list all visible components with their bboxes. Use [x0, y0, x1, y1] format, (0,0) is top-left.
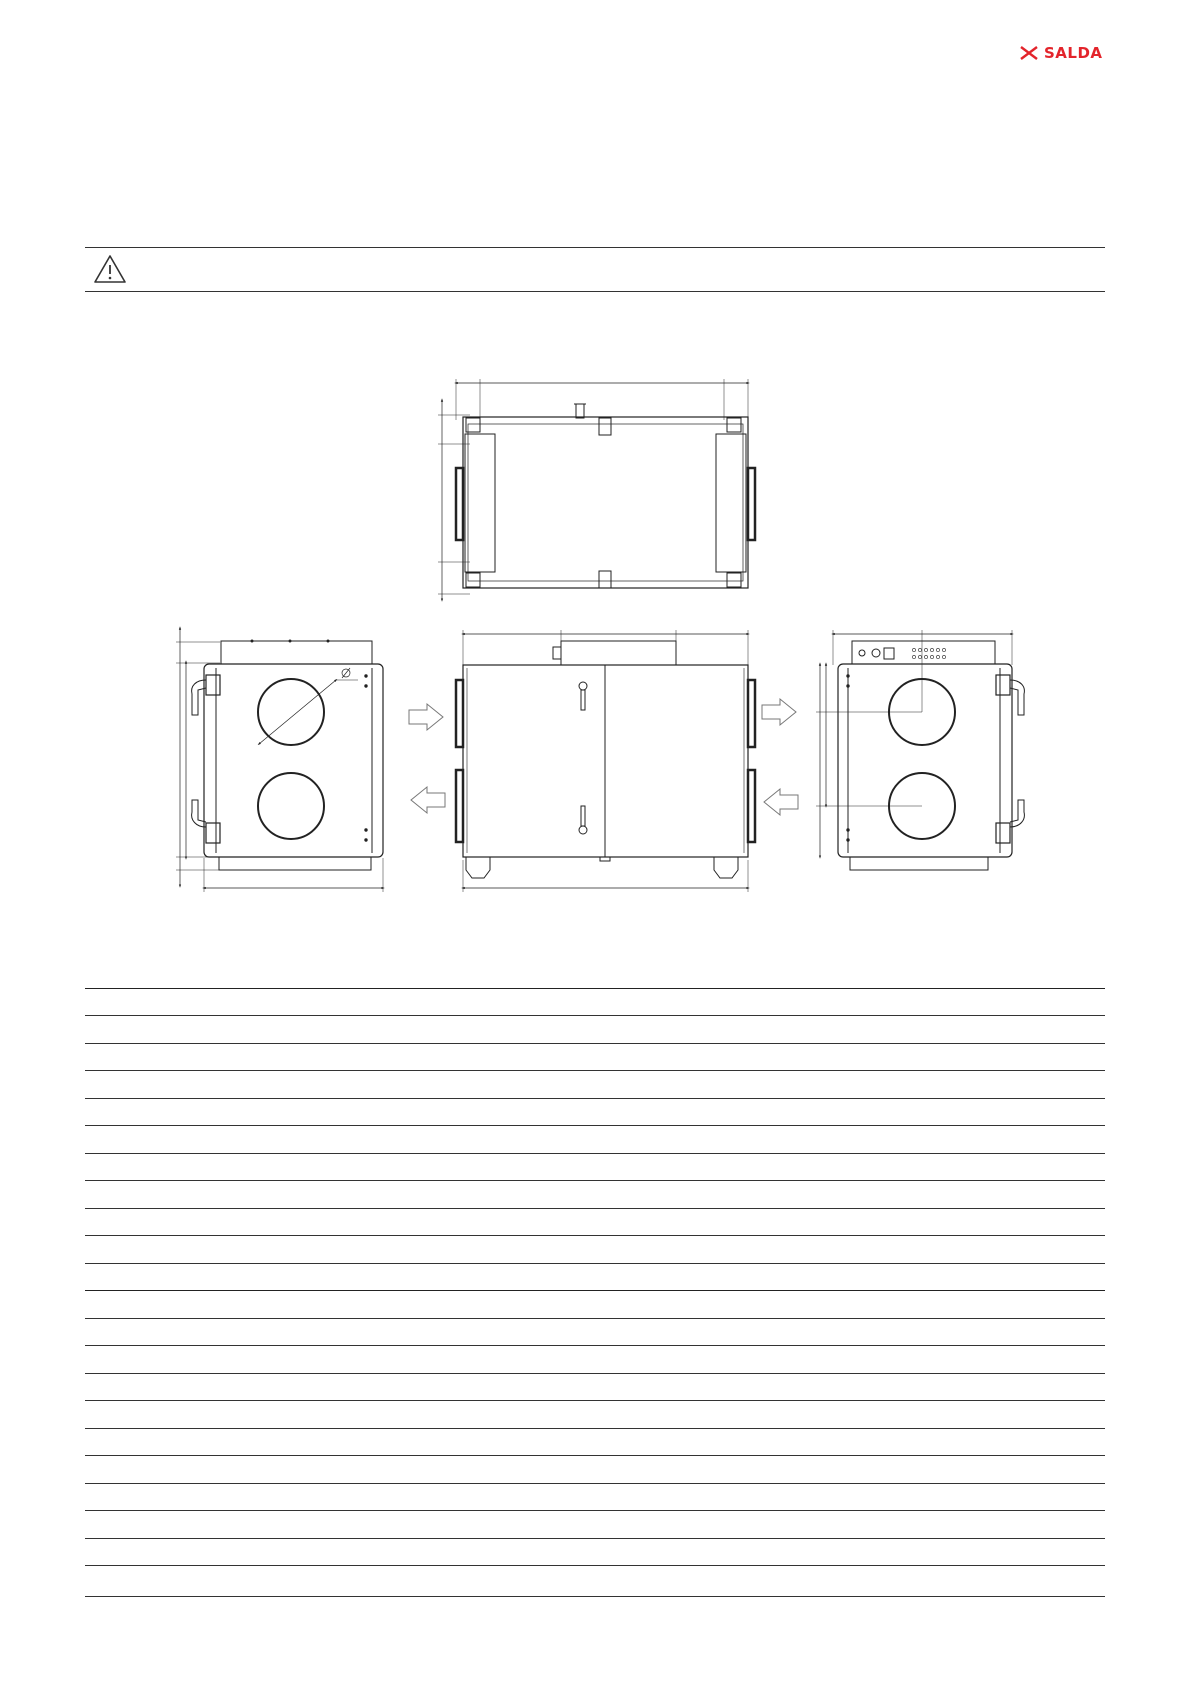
- table-rule: [85, 1180, 1105, 1181]
- warning-band: [85, 247, 1105, 292]
- table-rule: [85, 1510, 1105, 1511]
- table-rule: [85, 1043, 1105, 1044]
- brand-name: SALDA: [1044, 44, 1103, 62]
- table-rule: [85, 1263, 1105, 1264]
- warning-triangle-icon: [93, 254, 127, 284]
- table-rule: [85, 1290, 1105, 1291]
- brand-logo: [1020, 44, 1103, 62]
- airflow-arrows: [409, 699, 798, 815]
- top-view: [438, 379, 755, 600]
- table-rule: [85, 1400, 1105, 1401]
- table-rule: [85, 1483, 1105, 1484]
- table-rule: [85, 1345, 1105, 1346]
- table-rule: [85, 1428, 1105, 1429]
- table-rule: [85, 988, 1105, 989]
- table-rule: [85, 1235, 1105, 1236]
- table-rule: [85, 1318, 1105, 1319]
- table-rule: [85, 1596, 1105, 1597]
- table-rule: [85, 1098, 1105, 1099]
- front-view: [456, 630, 755, 892]
- table-rule: [85, 1538, 1105, 1539]
- salda-logo-icon: [1020, 45, 1038, 61]
- arrow-left-icon: [764, 789, 798, 815]
- table-rule: [85, 1373, 1105, 1374]
- arrow-left-icon: [411, 787, 445, 813]
- table-rule: [85, 1153, 1105, 1154]
- table-rule: [85, 1208, 1105, 1209]
- right-side-view: [816, 630, 1024, 870]
- table-rule: [85, 1070, 1105, 1071]
- table-rule: [85, 1125, 1105, 1126]
- table-rule: [85, 1015, 1105, 1016]
- left-side-view: [176, 628, 383, 892]
- arrow-right-icon: [409, 704, 443, 730]
- table-rule: [85, 1455, 1105, 1456]
- arrow-right-icon: [762, 699, 796, 725]
- table-rule: [85, 1565, 1105, 1566]
